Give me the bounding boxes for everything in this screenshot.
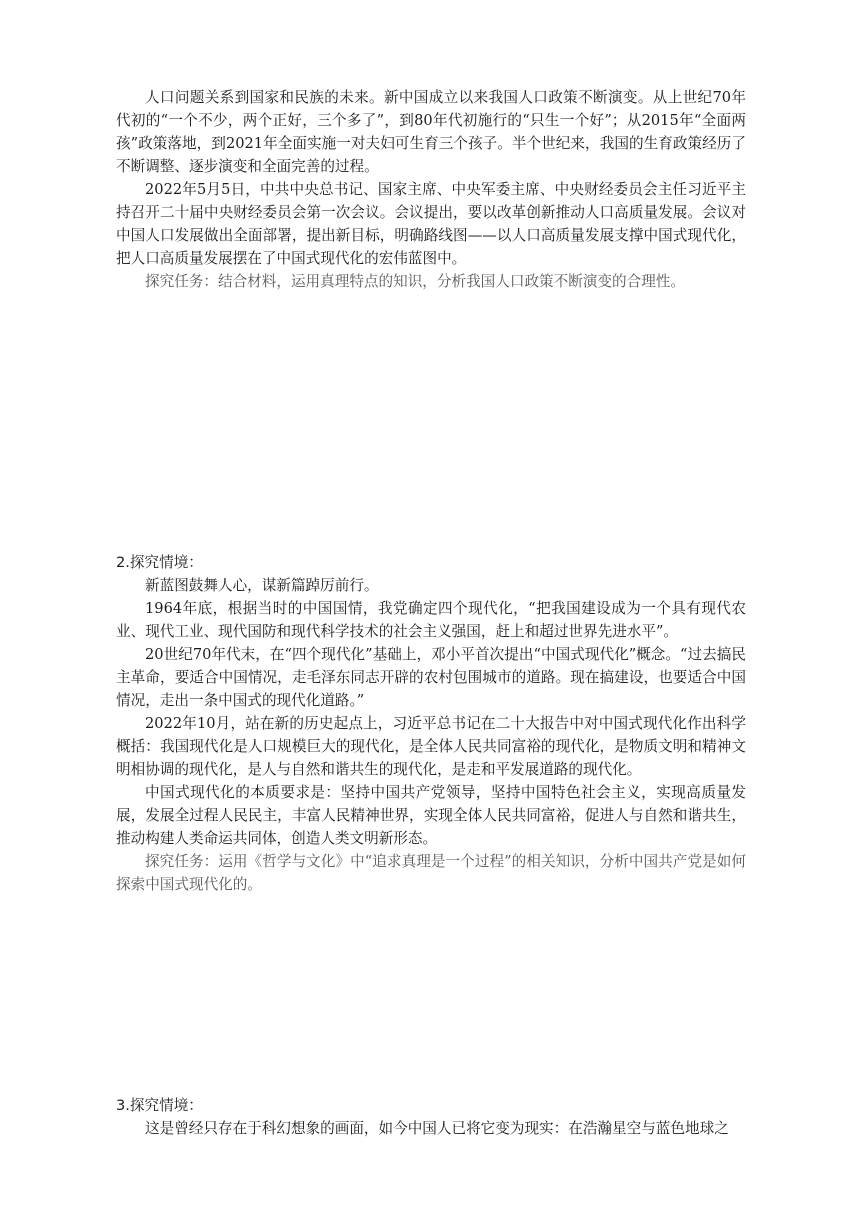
section-3 [116, 1094, 746, 1140]
section2-task: 探究任务：运用《哲学与文化》中“追求真理是一个过程”的相关知识，分析中国共产党是如何探索中国式现代化的。 [116, 853, 746, 893]
section-1 [116, 86, 746, 293]
answer-space [116, 896, 746, 1094]
answer-space [116, 293, 746, 551]
section2-paragraph: 20世纪70年代末，在“四个现代化”基础上，邓小平首次提出“中国式现代化”概念。“过去搞民主革命，要适合中国情况，走毛泽东同志开辟的农村包围城市的道路。现在搞建设，也要适合中国情况，走出一条中国式的现代化道路。” [116, 646, 746, 709]
document-page [116, 86, 746, 1140]
section3-paragraph: 这是曾经只存在于科幻想象的画面，如今中国人已将它变为现实：在浩瀚星空与蓝色地球之 [145, 1120, 729, 1137]
section2-paragraph: 新蓝图鼓舞人心，谋新篇踔厉前行。 [145, 577, 379, 594]
section2-paragraph: 2022年10月，站在新的历史起点上，习近平总书记在二十大报告中对中国式现代化作出科学概括：我国现代化是人口规模巨大的现代化，是全体人民共同富裕的现代化，是物质文明和精神文明相协调的现代化，是人与自然和谐共生的现代化，是走和平发展道路的现代化。 [116, 715, 746, 778]
section3-heading: 3.探究情境： [116, 1097, 203, 1114]
section1-paragraph: 人口问题关系到国家和民族的未来。新中国成立以来我国人口政策不断演变。从上世纪70年代初的“一个不少，两个正好，三个多了”，到80年代初施行的“只生一个好”；从2015年“全面两孩”政策落地，到2021年全面实施一对夫妇可生育三个孩子。半个世纪来，我国的生育政策经历了不断调整、逐步演变和全面完善的过程。 [116, 89, 746, 175]
section2-paragraph: 中国式现代化的本质要求是：坚持中国共产党领导，坚持中国特色社会主义，实现高质量发展，发展全过程人民民主，丰富人民精神世界，实现全体人民共同富裕，促进人与自然和谐共生，推动构建人类命运共同体，创造人类文明新形态。 [116, 784, 746, 847]
section2-paragraph: 1964年底，根据当时的中国国情，我党确定四个现代化，“把我国建设成为一个具有现代农业、现代工业、现代国防和现代科学技术的社会主义强国，赶上和超过世界先进水平”。 [116, 600, 746, 640]
section2-heading: 2.探究情境： [116, 554, 203, 571]
section1-task: 探究任务：结合材料，运用真理特点的知识，分析我国人口政策不断演变的合理性。 [145, 273, 685, 290]
section1-paragraph: 2022年5月5日，中共中央总书记、国家主席、中央军委主席、中央财经委员会主任习近平主持召开二十届中央财经委员会第一次会议。会议提出，要以改革创新推动人口高质量发展。会议对中国人口发展做出全面部署，提出新目标，明确路线图——以人口高质量发展支撑中国式现代化，把人口高质量发展摆在了中国式现代化的宏伟蓝图中。 [116, 181, 746, 267]
section-2 [116, 551, 746, 896]
